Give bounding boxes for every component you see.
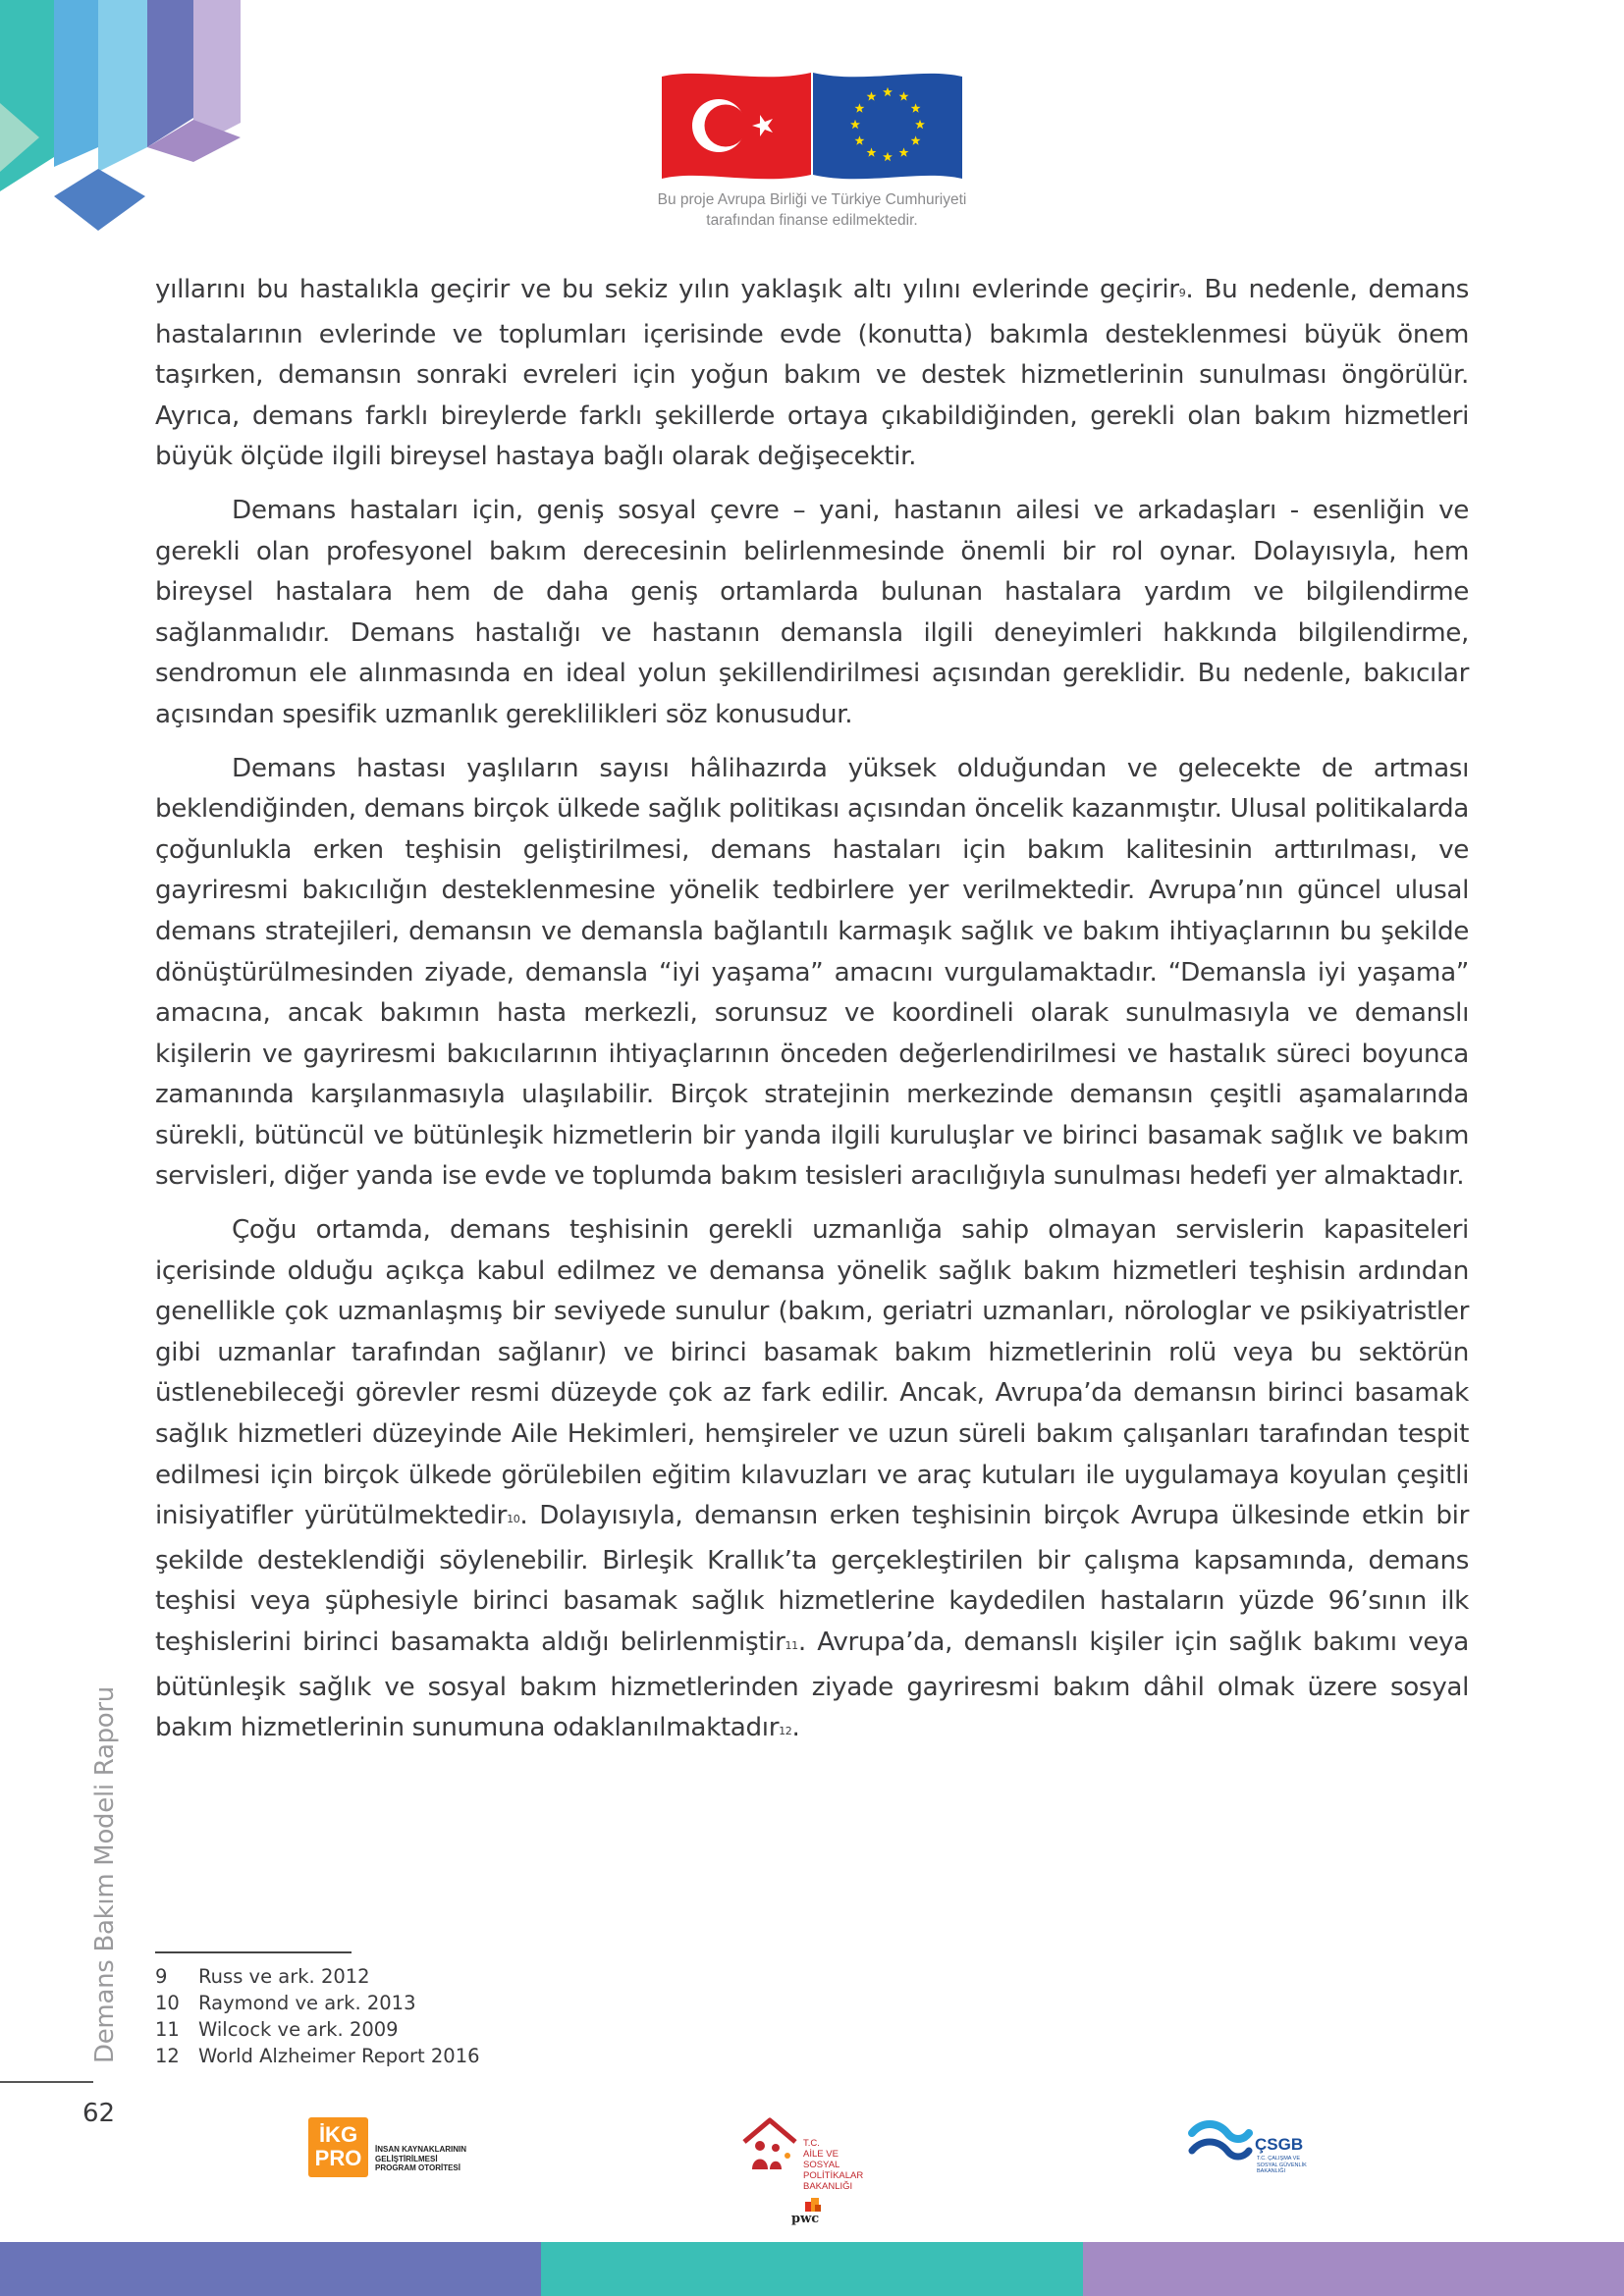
page-number: 62 — [82, 2099, 116, 2128]
footnote-item: 9 Russ ve ark. 2012 — [155, 1965, 370, 1988]
paragraph-2: Demans hastaları için, geniş sosyal çevre – yani, hastanın ailesi ve arkadaşları - esenliğin ve gerekli olan profesyonel bakım derecesinin belirlenmesinde önemli bir rol oynar. Dolayısıyla, hem bireysel hastalara hem de daha geniş ortamlarda bulunan hastalara yardım ve bilgilendirme sağlanmalıdır. Demans hastalığı ve hastanın demansla ilgili deneyimleri hakkında bilgilendirme, sendromun ele alınmasında en ideal yolun şekillendirilmesi açısından gereklidir. Bu nedenle, bakıcılar açısından spesifik uzmanlık gereklilikleri söz konusudur. — [155, 495, 1469, 729]
aile-bakanligi-text: T.C. AİLE VE SOSYAL POLİTİKALAR BAKANLIĞI — [803, 2138, 864, 2192]
footnotes — [155, 1963, 480, 2069]
aile-bakanligi-logo — [738, 2112, 895, 2192]
footnote-item: 10 Raymond ve ark. 2013 — [155, 1992, 416, 2014]
paragraph-3: Demans hastası yaşlıların sayısı hâlihazırda yüksek olduğundan ve gelecekte de artması beklendiğinden, demans birçok ülkede sağlık politikası açısından öncelik kazanmıştır. Ulusal politikalarda çoğunlukla erken teşhisin geliştirilmesi, demans hastaları için bakım kalitesinin arttırılması, ve gayriresmi bakıcılığın desteklenmesine yönelik tedbirlere yer verilmektedir. Avrupa’nın güncel ulusal demans stratejileri, demansın ve demansla bağlantılı karmaşık sağlık ve bakım ihtiyaçlarının bu şekilde dönüştürülmesinden ziyade, demansla “iyi yaşama” amacını vurgulamaktadır. “Demansla iyi yaşama” amacına, ancak bakımın hasta merkezli, sorunsuz ve koordineli olarak sunulmasıyla ve demanslı kişilerin ve gayriresmi bakıcılarının ihtiyaçlarının önceden değerlendirilmesi ve hastalık süreci boyunca zamanında karşılanmasıyla ulaşılabilir. Birçok stratejinin merkezinde demansın çeşitli aşamalarında sürekli, bütüncül ve bütünleşik hizmetlerin bir yanda ilgili kuruluşlar ve birinci basamak sağlık ve bakım servisleri, diğer yanda ise evde ve toplumda bakım tesisleri aracılığıyla sunulması hedefi yer almaktadır. — [155, 753, 1469, 1192]
funding-caption — [589, 189, 1035, 231]
ikg-pro-logo — [308, 2117, 475, 2178]
paragraph-1: yıllarını bu hastalıkla geçirir ve bu sekiz yılın yaklaşık altı yılını evlerinde geçirir$^9$. Bu nedenle, demans hastalarının evlerinde ve toplumları içerisinde evde (konutta) bakımla desteklenmesi büyük önem taşırken, demansın sonraki evreleri için yoğun bakım ve destek hizmetlerinin sunulması öngörülür. Ayrıca, demans farklı bireylerde farklı şekillerde ortaya çıkabildiğinden, gerekli olan bakım hizmetleri büyük ölçüde ilgili bireysel hastaya bağlı olarak değişecektir. — [155, 275, 1469, 472]
footnote-ref-10[interactable]: 10 — [507, 1513, 520, 1526]
pwc-text: pwc — [791, 2212, 820, 2226]
footnote-item: 12 World Alzheimer Report 2016 — [155, 2045, 480, 2067]
bottom-bar-right — [1083, 2242, 1624, 2296]
paragraph-4: Çoğu ortamda, demans teşhisinin gerekli uzmanlığa sahip olmayan servislerin kapasiteleri içerisinde olduğu açıkça kabul edilmez ve demansa yönelik sağlık bakım hizmetleri teşhisin ardından genellikle çok uzmanlaşmış bir seviyede sunulur (bakım, geriatri uzmanları, nörologlar ve psikiyatristler gibi uzmanlar tarafından sağlanır) ve birinci basamak bakım hizmetlerinin rolü veya bu sektörün üstlenebileceği görevler resmi düzeyde çok az fark edilir. Ancak, Avrupa’da demansın birinci basamak sağlık hizmetleri düzeyinde Aile Hekimleri, hemşireler ve uzun süreli bakım çalışanları tarafından tespit edilmesi için birçok ülkede görülebilen eğitim kılavuzları ve araç kutuları ile uygulamaya koyulan çeşitli inisiyatifler yürütülmektedir$^{10}$. Dolayısıyla, demansın erken teşhisinin birçok Avrupa ülkesinde etkin bir şekilde desteklendiği söylenebilir. Birleşik Krallık’ta gerçekleştirilen bir çalışma kapsamında, demans teşhisi veya şüphesiyle birinci basamak sağlık hizmetlerine kaydedilen hastaların yüzde 96’sının ilk teşhislerini birinci basamakta aldığı belirlenmiştir$^{11}$. Avrupa’da, demanslı kişiler için sağlık bakımı veya bütünleşik sağlık ve sosyal bakım hizmetlerinden ziyade gayriresmi bakım dâhil olmak üzere sosyal bakım hizmetlerinin sunumuna odaklanılmaktadır$^{12}$. — [155, 1215, 1469, 1743]
bottom-bar-left — [0, 2242, 541, 2296]
funding-flags — [662, 67, 962, 183]
footnote-item: 11 Wilcock ve ark. 2009 — [155, 2018, 399, 2041]
family-house-icon — [738, 2112, 801, 2175]
bottom-bar-middle — [541, 2242, 1082, 2296]
bottom-color-bar — [0, 2242, 1624, 2296]
footnote-ref-9[interactable]: 9 — [1178, 287, 1186, 299]
footnote-divider — [155, 1951, 352, 1953]
funding-caption-line1: Bu proje Avrupa Birliği ve Türkiye Cumhuriyeti — [657, 191, 967, 208]
corner-decoration — [0, 0, 245, 236]
sidebar-divider — [0, 2081, 93, 2083]
csgb-subtext: T.C. ÇALIŞMA VE SOSYAL GÜVENLİK BAKANLIĞI — [1257, 2156, 1307, 2174]
footnote-ref-11[interactable]: 11 — [785, 1639, 798, 1652]
turkey-flag-icon — [662, 67, 811, 183]
pwc-logo — [791, 2196, 827, 2231]
ikg-pro-mark: İKG PRO — [308, 2117, 368, 2177]
ikg-pro-text: İNSAN KAYNAKLARININ GELİŞTİRİLMESİ PROGRAM OTORİTESİ — [375, 2145, 467, 2172]
csgb-text: ÇSGB — [1255, 2135, 1304, 2154]
report-title-vertical: Demans Bakım Modeli Raporu — [90, 1686, 120, 2063]
footnote-ref-12[interactable]: 12 — [779, 1725, 792, 1738]
csgb-wave-icon — [1188, 2119, 1253, 2163]
csgb-logo — [1188, 2115, 1326, 2176]
body-text — [155, 270, 1469, 1766]
eu-flag-icon — [813, 67, 962, 183]
funding-caption-line2: tarafından finanse edilmektedir. — [706, 212, 918, 229]
